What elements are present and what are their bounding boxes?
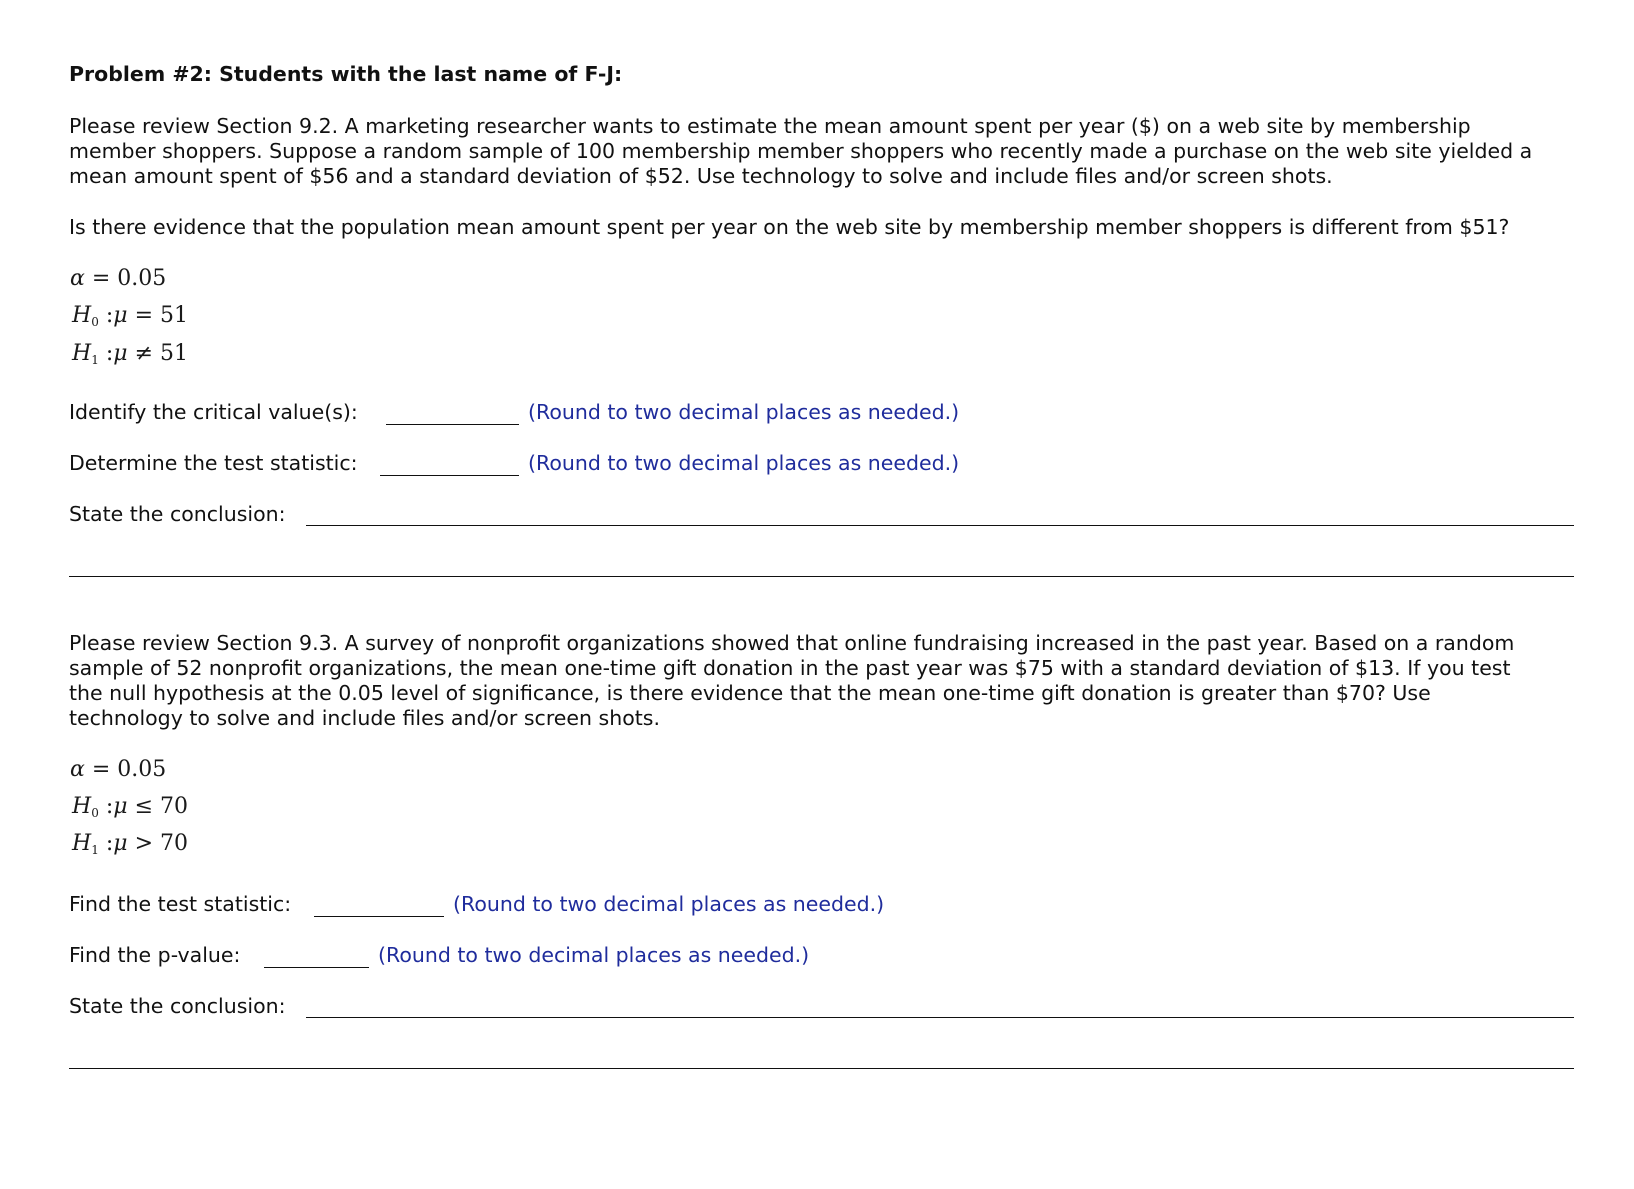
part1-paragraph-line-3: mean amount spent of $56 and a standard deviation of $52. Use technology to solve and include files and/or screen shots. [69, 164, 1333, 188]
part2-test-statistic-label: Find the test statistic: [69, 892, 292, 916]
part2-paragraph-line-3: the null hypothesis at the 0.05 level of significance, is there evidence that the mean one-time gift donation is greater than $70? Use [69, 681, 1431, 705]
part1-null-hypothesis: $H_0$ :μ = 51 [72, 303, 188, 329]
p-value-blank[interactable] [264, 967, 369, 968]
p-value-hint: (Round to two decimal places as needed.) [378, 943, 810, 967]
part1-conclusion-blank-2[interactable] [69, 576, 1574, 577]
part2-conclusion-label: State the conclusion: [69, 994, 286, 1018]
part1-test-statistic-label: Determine the test statistic: [69, 451, 358, 475]
part1-conclusion-label: State the conclusion: [69, 502, 286, 526]
part1-question: Is there evidence that the population mean amount spent per year on the web site by membership member shoppers is different from $51? [69, 215, 1510, 239]
part2-alpha: α = 0.05 [70, 757, 167, 782]
part2-alt-hypothesis: $H_1$ :μ > 70 [72, 831, 188, 857]
part2-paragraph-line-2: sample of 52 nonprofit organizations, the mean one-time gift donation in the past year was $75 with a standard deviation of $13. If you test [69, 656, 1511, 680]
part2-test-statistic-hint: (Round to two decimal places as needed.) [453, 892, 885, 916]
part2-conclusion-blank-2[interactable] [69, 1068, 1574, 1069]
part1-paragraph-line-1: Please review Section 9.2. A marketing researcher wants to estimate the mean amount spent per year ($) on a web site by membership [69, 114, 1471, 138]
part1-alt-hypothesis: $H_1$ :μ ≠ 51 [72, 341, 188, 367]
problem-heading: Problem #2: Students with the last name of F-J: [69, 62, 623, 86]
part2-test-statistic-blank[interactable] [314, 916, 444, 917]
part2-null-hypothesis: $H_0$ :μ ≤ 70 [72, 794, 188, 820]
critical-value-label: Identify the critical value(s): [69, 400, 358, 424]
critical-value-blank[interactable] [386, 424, 519, 425]
part1-alpha: α = 0.05 [70, 266, 167, 291]
part2-paragraph-line-4: technology to solve and include files and/or screen shots. [69, 706, 660, 730]
part1-conclusion-blank[interactable] [306, 525, 1574, 526]
critical-value-hint: (Round to two decimal places as needed.) [528, 400, 960, 424]
p-value-label: Find the p-value: [69, 943, 241, 967]
alpha-symbol: α [70, 266, 85, 291]
part2-paragraph-line-1: Please review Section 9.3. A survey of nonprofit organizations showed that online fundraising increased in the past year. Based on a random [69, 631, 1515, 655]
part1-paragraph-line-2: member shoppers. Suppose a random sample of 100 membership member shoppers who recently made a purchase on the web site yielded a [69, 139, 1533, 163]
part1-test-statistic-hint: (Round to two decimal places as needed.) [528, 451, 960, 475]
alpha-symbol: α [70, 757, 85, 782]
part1-test-statistic-blank[interactable] [380, 475, 519, 476]
part2-conclusion-blank[interactable] [306, 1017, 1574, 1018]
